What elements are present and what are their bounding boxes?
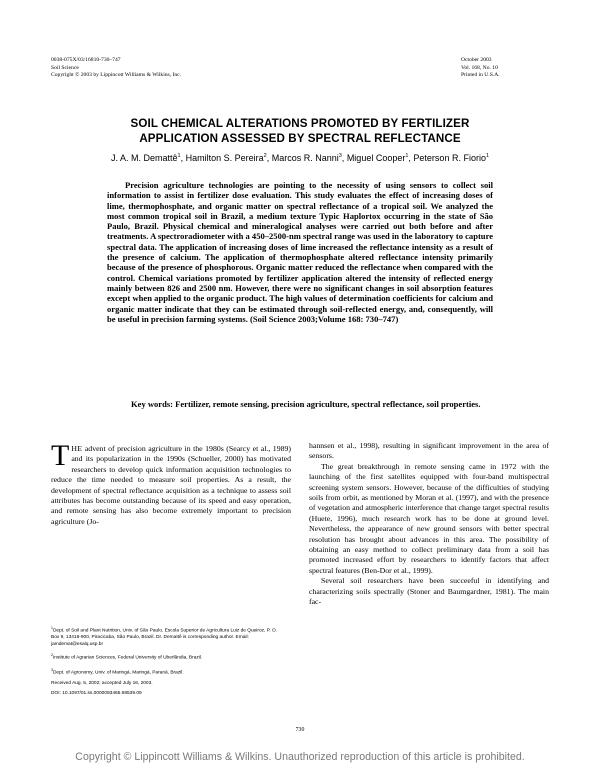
body-paragraph (51, 439, 291, 527)
footnote (51, 625, 286, 648)
body-paragraph: hannsen et al., 1998), resulting in significant improvement in the area of sensors. (309, 441, 549, 461)
volume-number: Vol. 168, No. 10 (461, 64, 498, 71)
author-affiliation-mark: 1 (405, 153, 409, 159)
publisher-copyright: Copyright © 2003 by Lippincott Williams & Wilkins, Inc. (51, 72, 182, 79)
footnote-mark: 1 (51, 626, 53, 630)
paragraph-text: advent of precision agriculture in the 1980s (Searcy et al., 1989) and its popularization in the 1990s (Schueller, 2000) has motivated researchers to develop quick information acquisition technologies to reduce the time needed to measure soil properties. As a result, the development of spectral reflectance acquisition as a technique to assess soil attributes has become outstanding because of its speed and easy operation, and remote sensing has also become extremely important to precision agriculture (Jo- (51, 444, 291, 526)
author-affiliation-mark: 2 (263, 153, 267, 159)
author-name: Hamilton S. Pereira (185, 153, 264, 163)
footnote-text: Dept. of Soil and Plant Nutrition, Univ. of São Paulo, Escola Superior de Agricultura Luiz de Queiroz, P. O. Box 9, 13418-900, Piracicaba, São Paulo, Brazil. Dr. Demattê is corresponding author. Email: jamdemat@esalq.usp.br (51, 628, 278, 647)
article-title (70, 116, 530, 146)
author-name: Marcos R. Nanni (271, 153, 339, 163)
footnote (51, 681, 286, 688)
footnote-mark: 2 (51, 653, 53, 658)
footnote-mark: 3 (51, 667, 53, 672)
abstract: Precision agriculture technologies are pointing to the necessity of using sensors to collect soil information to assist in fertilizer dose evaluation. This study evaluates the effect of increasing doses of lime, thermophosphate, and organic matter on spectral reflectance of a tropical soil. We analyzed the most common tropical soil in Brazil, a medium texture Typic Haplortox occurring in the state of São Paulo, Brazil. Physical chemical and mineralogical analyses were carried out both before and after treatments. A spectroradiometer with a 450–2500-nm spectral range was used in the laboratory to capture spectral data. The application of increasing doses of lime increased the reflectance intensity as a result of the presence of calcium. The application of thermophosphate altered reflectance intensity primarily because of the presence of phosphorous. Organic matter reduced the reflectance when compared with the control. Chemical variations promoted by fertilizer application altered the intensity of reflected energy mainly between 826 and 2500 nm. However, there were no significant changes in soil absorption features except when applied to the organic product. The high values of determination coefficients for calcium and organic matter indicate that they can be estimated through soil-reflected energy, and, consequently, will be useful in precision farming systems. (Soil Science 2003;Volume 168: 730–747) (107, 180, 493, 324)
footnote (51, 691, 286, 698)
print-location: Printed in U.S.A. (461, 72, 500, 79)
received-date: Received Aug. 5, 2002; accepted July 16, 2003. (51, 680, 153, 686)
author-list: J. A. M. Demattê$^1$, Hamilton S. Pereira$^2$, Marcos R. Nanni$^3$, Miguel Cooper$^1$, Peterson R. Fiorio$^1$ (110, 153, 490, 163)
doi: DOI: 10.1097/01.ss.0000093465.68539.09 (51, 691, 142, 697)
footnote (51, 667, 286, 677)
issn-line: 0038-075X/03/16810-730–747 (51, 57, 121, 63)
copyright-notice: Copyright © Lippincott Williams & Wilkins. Unauthorized reproduction of this article is prohibited. (75, 751, 525, 763)
body-column-left (51, 439, 291, 527)
issue-date: October 2003 (461, 57, 492, 63)
footnote-text: Institute of Agrarian Sciences, Federal University of Uberlândia, Brazil. (52, 655, 203, 661)
footnotes (51, 625, 286, 702)
author-name: Peterson R. Fiorio (413, 153, 486, 163)
footnote (51, 652, 286, 662)
author-affiliation-mark: 1 (177, 153, 181, 159)
title-line: SOIL CHEMICAL ALTERATIONS PROMOTED BY FERTILIZER (130, 117, 470, 130)
body-paragraph: The great breakthrough in remote sensing came in 1972 with the launching of the first satellites equipped with four-band multispectral screening system sensors. However, because of the difficulties of studying soils from orbit, as mentioned by Moran et al. (1997), and with the presence of vegetation and atmospheric interference that change target spectral results (Huete, 1996), much research work has to be done at ground level. Nevertheless, the appearance of new ground sensors with better spectral resolution has brought about advances in this area. The possibility of obtaining an easy method to collect preliminary data from a soil has promoted increased effort by researchers to identify factors that affect spectral features (Ben-Dor et al., 1999). (309, 461, 549, 575)
author-affiliation-mark: 3 (338, 153, 342, 159)
lead-in: HE (71, 444, 83, 453)
body-column-right (309, 441, 549, 608)
page-number: 730 (295, 727, 305, 733)
journal-name: Soil Science (51, 64, 79, 71)
author-affiliation-mark: 1 (485, 153, 490, 159)
running-header-right (461, 57, 500, 80)
body-paragraph: Several soil researchers have been succeeful in identifying and characterizing soils spectrally (Stoner and Baumgardner, 1981). The main fac- (309, 576, 549, 607)
drop-cap: T (51, 439, 70, 472)
author-name: Miguel Cooper (346, 153, 406, 163)
running-header-left (51, 57, 181, 80)
footnote-text: Dept. of Agronomy, Univ. of Maringá, Maringá, Paraná, Brazil. (52, 670, 184, 676)
keywords: Key words: Fertilizer, remote sensing, precision agriculture, spectral reflectance, soil properties. (131, 399, 481, 409)
title-line: APPLICATION ASSESSED BY SPECTRAL REFLECTANCE (139, 132, 461, 145)
author-name: J. A. M. Demattê (110, 153, 178, 163)
